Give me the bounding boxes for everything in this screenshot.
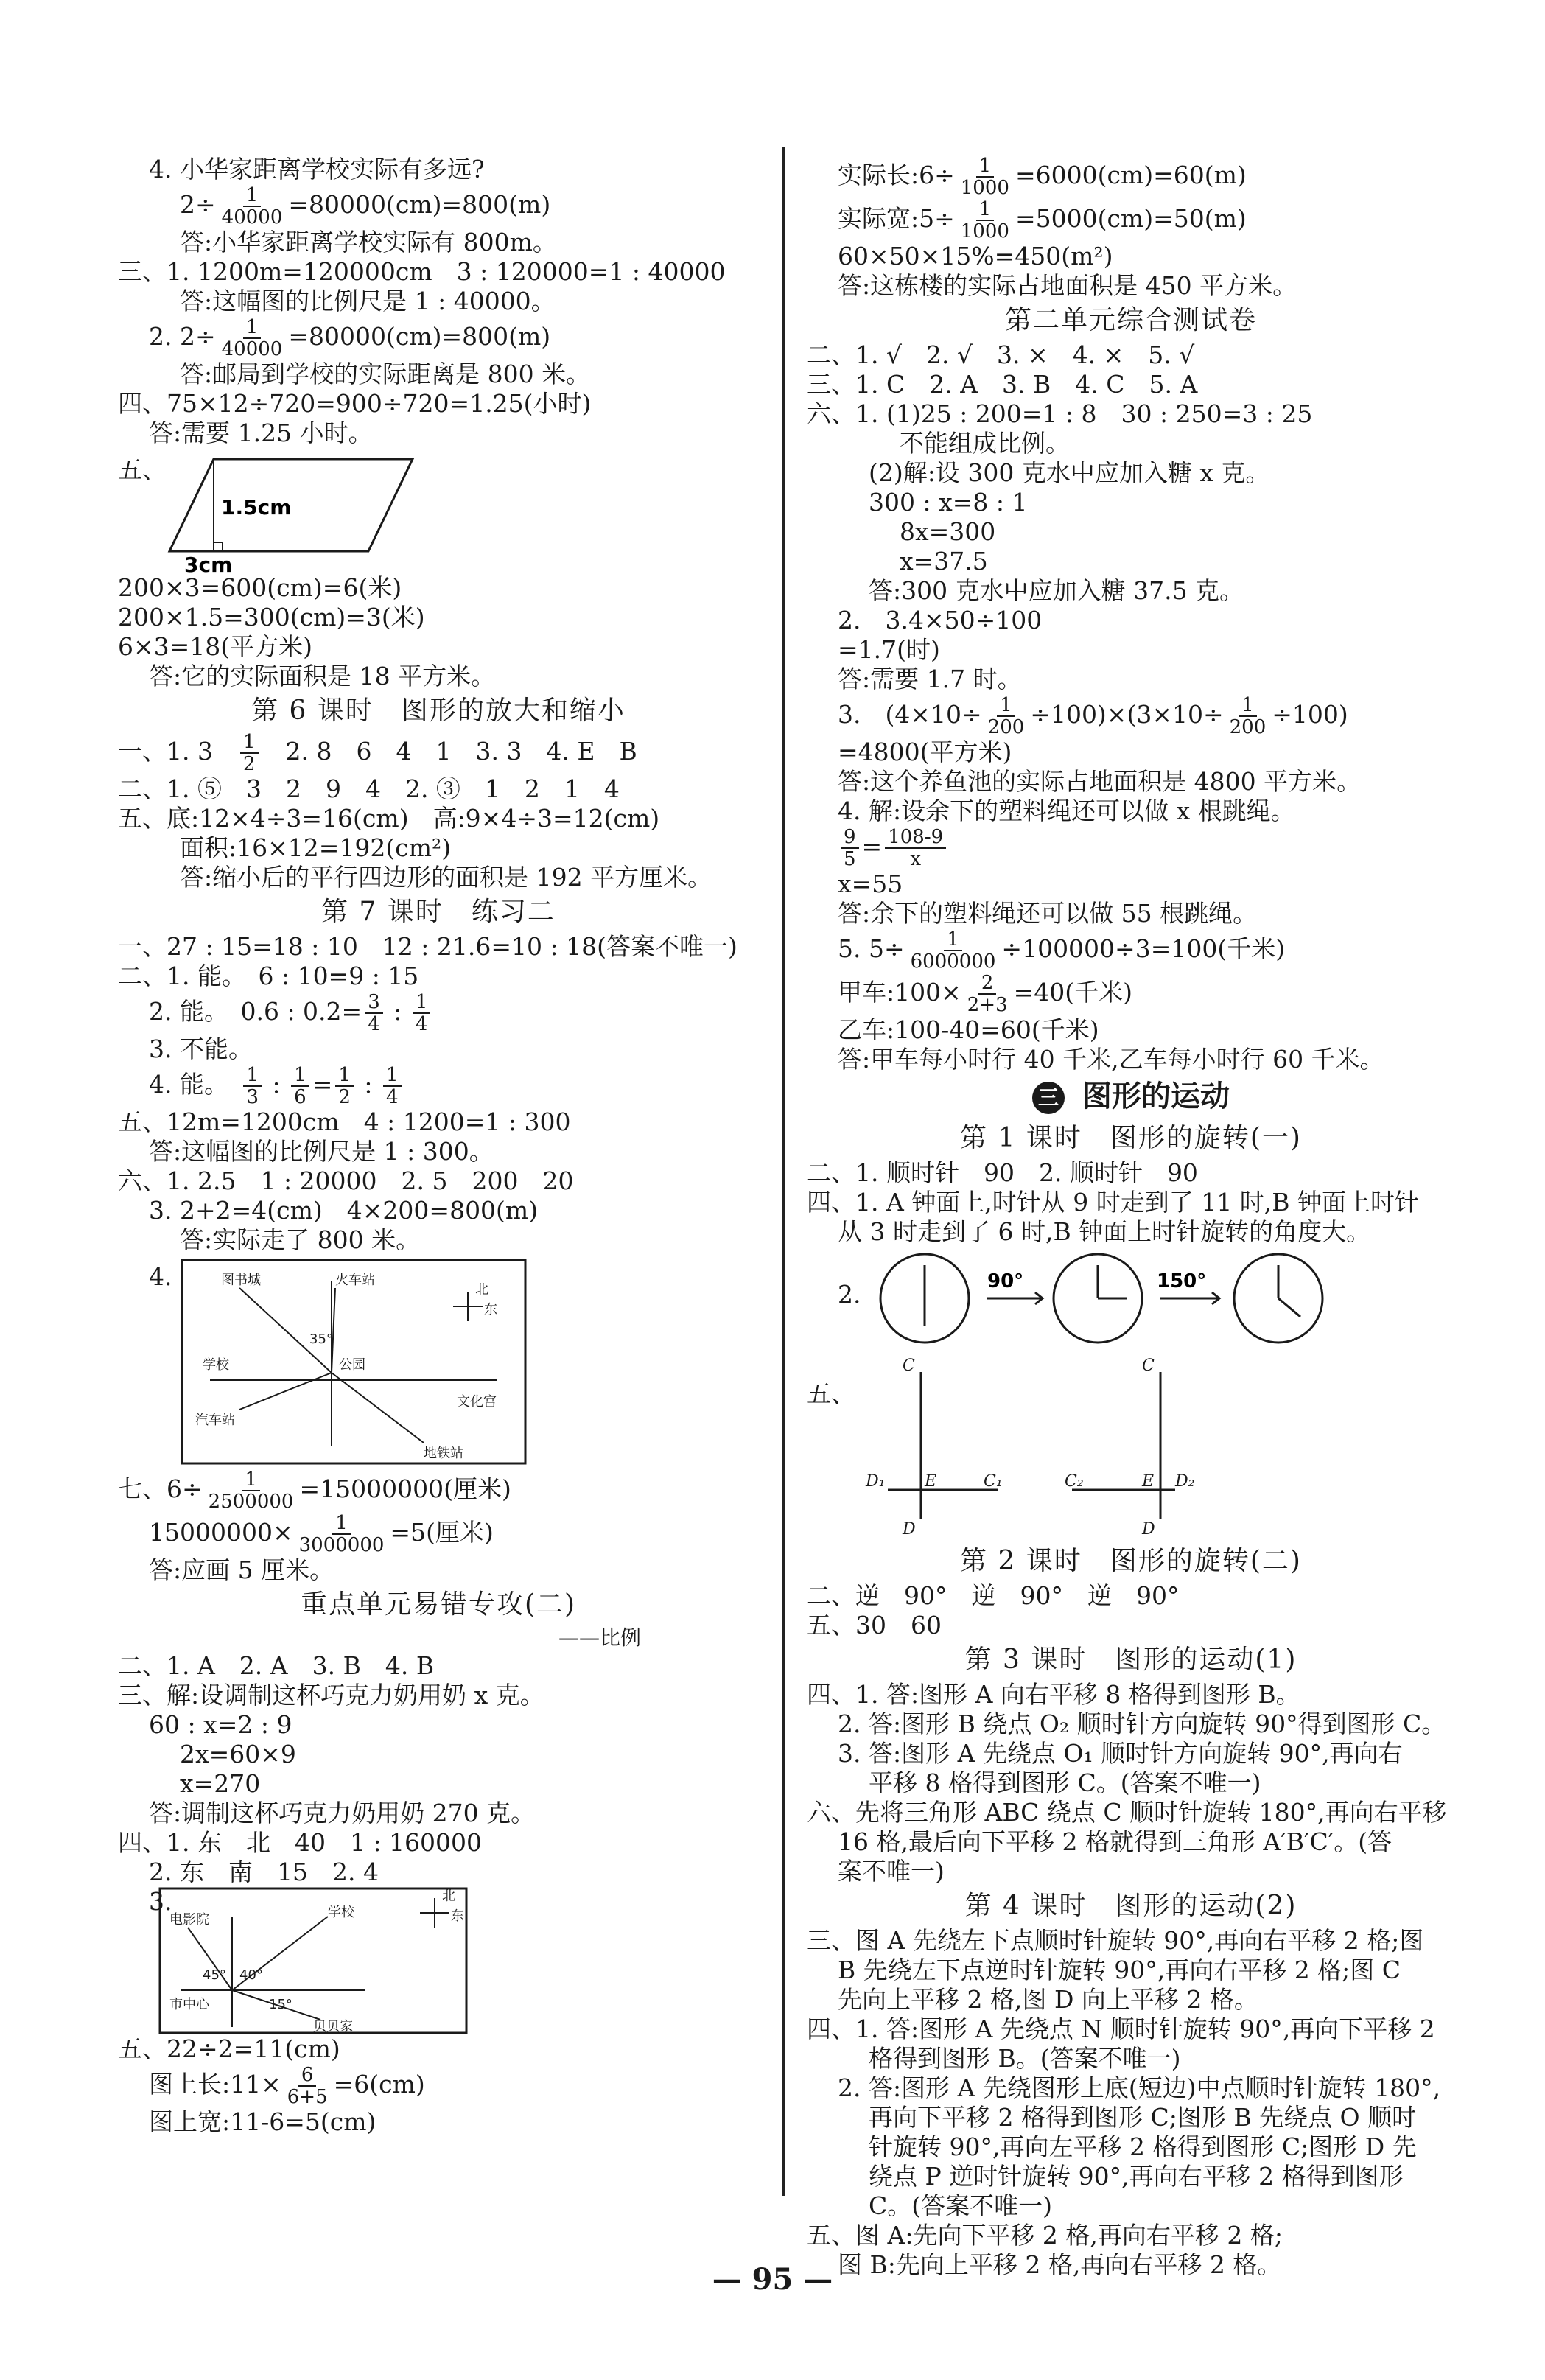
answer-line: 2. 东 南 15 2. 4 [149,1858,379,1886]
answer-line: x=270 [180,1769,261,1798]
fraction: $\frac{1}{4}$ [413,992,431,1035]
section-heading: 第二单元综合测试卷 [1004,305,1257,335]
parallelogram-figure [118,448,759,573]
fraction: $\frac{1}{40000}$ [221,184,283,228]
label-library: 图书城 [221,1273,261,1288]
answer-line: 2. 答:图形 A 先绕图形上底(短边)中点顺时针旋转 180°, [838,2073,1441,2102]
answer-line: 四、1. 东 北 40 1 : 160000 [118,1828,483,1857]
fraction: $\frac{1}{6000000}$ [910,928,996,973]
answer-line: 3. 不能。 [149,1035,253,1063]
fraction: $\frac{1}{6}$ [291,1065,309,1107]
answer-line: 2x=60×9 [180,1740,296,1768]
answer-line: 300 : x=8 : 1 [869,488,1028,517]
question-number: 3. [149,1887,172,1916]
answer-line: 针旋转 90°,再向左平移 2 格得到图形 C;图形 D 先 [869,2132,1417,2161]
fraction: $\frac{1}{200}$ [987,694,1025,738]
question-number: 4. [149,1262,172,1291]
label-cinema: 电影院 [169,1912,209,1928]
answer-line: 六、先将三角形 ABC 绕点 C 顺时针旋转 180°,再向右平移 [807,1798,1447,1827]
answer-line: 2. 能。 0.6 : 0.2= $\frac{3}{4}$ : $\frac{1}{4}$ [118,991,759,1035]
section-heading: 第 4 课时 图形的运动(2) [964,1891,1297,1921]
height-label: 1.5cm [221,495,292,519]
answer-line: C。(答案不唯一) [869,2191,1052,2220]
answer-line: 二、逆 90° 逆 90° 逆 90° [807,1581,1180,1610]
line-to-library [239,1288,332,1373]
label-e-2: E [1142,1472,1155,1491]
fraction: $\frac{1}{200}$ [1229,694,1267,738]
unit-number-badge: 三 [1032,1082,1065,1114]
answer-line: 答:需要 1.7 时。 [838,665,1022,693]
section-heading: 第 7 课时 练习二 [321,897,556,927]
equation-line: 5. 5÷ $\frac{1}{6000000}$ ÷100000÷3=100(千米) [838,928,1286,973]
answer-line: 答:缩小后的平行四边形的面积是 192 平方厘米。 [180,863,712,892]
label-school: 学校 [203,1357,229,1373]
answer-line: 答:这幅图的比例尺是 1 : 300。 [149,1137,494,1166]
map-figure-2 [118,1887,759,2034]
fraction: $\frac{1}{2}$ [335,1065,354,1107]
fraction: $\frac{1}{40000}$ [221,316,283,360]
answer-line: 二、1. √ 2. √ 3. × 4. × 5. √ [807,340,1195,369]
fraction: $\frac{3}{4}$ [365,992,383,1035]
section-heading: 第 1 课时 图形的旋转(一) [960,1123,1302,1153]
answer-line: 2. 3.4×50÷100 [838,606,1043,634]
answer-line: 六、1. (1)25 : 200=1 : 8 30 : 250=3 : 25 [807,399,1313,428]
answer-line: 答:这个养鱼池的实际占地面积是 4800 平方米。 [838,767,1362,796]
answer-line: (2)解:设 300 克水中应加入糖 x 克。 [869,458,1270,487]
rotation-label-90: 90° [987,1270,1024,1292]
section-label: 五、 [118,455,167,484]
answer-line: =4800(平方米) [838,738,1012,766]
label-center: 市中心 [169,1997,209,2012]
answer-line: 2. 答:图形 B 绕点 O₂ 顺时针方向旋转 90°得到图形 C。 [838,1709,1446,1738]
label-d: D [903,1520,916,1539]
equation-line: 15000000× $\frac{1}{3000000}$ =5(厘米) [149,1512,494,1556]
label-bus: 汽车站 [195,1413,235,1428]
label-c2: C₂ [1065,1472,1084,1491]
fraction: $\frac{9}{5}$ [841,827,859,869]
fraction: $\frac{108-9}{x}$ [885,827,946,869]
answer-line: x=55 [838,869,903,898]
section-heading: 第 6 课时 图形的放大和缩小 [251,696,626,726]
fraction: $\frac{1}{2500000}$ [208,1469,294,1513]
column-divider [782,147,785,2196]
answer-line: 60×50×15%=450(m²) [838,242,1113,270]
answer-line: 一、27 : 15=18 : 10 12 : 21.6=10 : 18(答案不唯一) [118,932,738,961]
line-rotation-diagram [851,1350,1264,1541]
page-number: — 95 — [712,2262,833,2297]
label-d2: D₂ [1175,1472,1195,1491]
answer-line: 四、1. A 钟面上,时针从 9 时走到了 11 时,B 钟面上时针 [807,1188,1419,1217]
unit-heading: 三 图形的运动 [807,1074,1455,1119]
fraction: $\frac{1}{2}$ [240,732,259,774]
equation-line: 3. (4×10÷ $\frac{1}{200}$ ÷100)×(3×10÷ $\frac{1}{200}$ ÷100) [838,694,1348,738]
answer-line: 图 B:先向上平移 2 格,再向右平移 2 格。 [838,2250,1282,2279]
answer-line: 二、1. ⑤ 3 2 9 4 2. ③ 1 2 1 4 [118,774,620,803]
label-park: 公园 [339,1357,365,1373]
answer-line: 面积:16×12=192(cm²) [180,833,452,862]
answer-line: 二、1. 顺时针 90 2. 顺时针 90 [807,1158,1198,1187]
label-palace: 文化宫 [457,1394,497,1410]
map-figure-1 [118,1255,759,1469]
section-heading: 重点单元易错专攻(二) [300,1589,577,1620]
label-north: 北 [475,1282,488,1298]
equation-line: $\frac{9}{5}$ = $\frac{108-9}{x}$ [807,826,1455,869]
answer-line: 答:甲车每小时行 40 千米,乙车每小时行 60 千米。 [838,1045,1384,1074]
answer-line: 从 3 时走到了 6 时,B 钟面上时针旋转的角度大。 [838,1217,1371,1246]
answer-line: 答:调制这杯巧克力奶用奶 270 克。 [149,1799,536,1827]
question-text: 4. 小华家距离学校实际有多远? [149,155,485,183]
section-heading: 第 2 课时 图形的旋转(二) [960,1546,1302,1576]
answer-line: 答:邮局到学校的实际距离是 800 米。 [180,360,591,388]
label-d1: D₁ [866,1472,886,1491]
answer-line: 3. 答:图形 A 先绕点 O₁ 顺时针方向旋转 90°,再向右 [838,1739,1403,1768]
answer-line: 16 格,最后向下平移 2 格就得到三角形 A′B′C′。(答 [838,1827,1392,1856]
answer-line: 200×3=600(cm)=6(米) [118,573,402,602]
answer-line: 五、图 A:先向下平移 2 格,再向右平移 2 格; [807,2221,1283,2250]
answer-line: 绕点 P 逆时针旋转 90°,再向右平移 2 格得到图形 [869,2162,1404,2191]
label-angle: 35° [309,1331,333,1347]
label-subway: 地铁站 [424,1446,463,1461]
clock-3-hand-2 [1278,1298,1300,1317]
answer-line: 一、1. 3 $\frac{1}{2}$ 2. 8 6 4 1 3. 3 4. E B [118,731,637,775]
answer-line: B 先绕左下点逆时针旋转 90°,再向右平移 2 格;图 C [838,1956,1401,1984]
label-d-2: D [1142,1520,1155,1539]
answer-line: 四、1. 答:图形 A 先绕点 N 顺时针旋转 90°,再向下平移 2 [807,2015,1435,2043]
right-angle-mark [214,542,223,551]
clock-rotation-diagram [877,1247,1348,1350]
equation-line: 实际宽:5÷ $\frac{1}{1000}$ =5000(cm)=50(m) [838,198,1247,242]
fraction: $\frac{6}{6+5}$ [287,2064,328,2108]
answer-line: =1.7(时) [838,635,940,664]
answer-line: 60 : x=2 : 9 [149,1710,292,1739]
fraction: $\frac{1}{4}$ [383,1065,402,1107]
answer-line: 8x=300 [900,517,996,546]
answer-line: 答:需要 1.25 小时。 [149,419,373,447]
answer-line: 平移 8 格得到图形 C。(答案不唯一) [869,1768,1261,1797]
answer-line: 四、1. 答:图形 A 向右平移 8 格得到图形 B。 [807,1680,1300,1709]
label-angle-15: 15° [269,1997,292,2012]
answer-line: 答:应画 5 厘米。 [149,1555,334,1584]
label-angle-40: 40° [239,1967,263,1983]
equation-line: 七、6÷ $\frac{1}{2500000}$ =15000000(厘米) [118,1469,511,1513]
fraction: $\frac{1}{1000}$ [960,198,1009,242]
answer-line: 先向上平移 2 格,图 D 向上平移 2 格。 [838,1985,1258,2014]
fraction: $\frac{2}{2+3}$ [967,972,1008,1016]
equation-line: 2. 2÷ $\frac{1}{40000}$ =80000(cm)=800(m) [149,316,551,360]
answer-line: 4. 解:设余下的塑料绳还可以做 x 根跳绳。 [838,797,1295,825]
base-label: 3cm [184,553,233,573]
equation-line: 甲车:100× $\frac{2}{2+3}$ =40(千米) [838,972,1133,1016]
answer-line: 三、图 A 先绕左下点顺时针旋转 90°,再向右平移 2 格;图 [807,1926,1424,1955]
label-school: 学校 [328,1905,354,1920]
answer-line: 答:这幅图的比例尺是 1 : 40000。 [180,287,556,315]
answer-line: 6×3=18(平方米) [118,632,313,661]
line-to-bus [239,1373,332,1410]
answer-line: 五、12m=1200cm 4 : 1200=1 : 300 [118,1107,571,1136]
section-subheading: ——比例 [558,1625,641,1650]
answer-line: 五、底:12×4÷3=16(cm) 高:9×4÷3=12(cm) [118,804,660,833]
answer-line: 乙车:100-40=60(千米) [838,1015,1099,1044]
equation-line: 2÷ $\frac{1}{40000}$ =80000(cm)=800(m) [180,184,551,228]
answer-line: 答:小华家距离学校实际有 800m。 [180,228,557,256]
answer-line: 五、30 60 [807,1611,942,1639]
answer-line: 三、解:设调制这杯巧克力奶用奶 x 克。 [118,1681,544,1709]
answer-line: 三、1. 1200m=120000cm 3 : 120000=1 : 40000 [118,257,726,286]
answer-line: 二、1. 能。 6 : 10=9 : 15 [118,962,419,990]
label-home: 贝贝家 [313,2019,353,2034]
answer-line: x=37.5 [900,547,988,575]
label-e: E [925,1472,937,1491]
answer-line: 格得到图形 B。(答案不唯一) [869,2044,1181,2073]
fraction: $\frac{1}{1000}$ [960,155,1009,199]
left-column [118,155,759,2137]
location-map-1 [181,1259,527,1465]
parallelogram-diagram [140,448,449,573]
label-c-2: C [1142,1357,1155,1375]
answer-line: 200×1.5=300(cm)=3(米) [118,603,425,631]
answer-line: 答:实际走了 800 米。 [180,1225,421,1254]
answer-line: 四、75×12÷720=900÷720=1.25(小时) [118,389,592,418]
answer-line: 答:余下的塑料绳还可以做 55 根跳绳。 [838,899,1258,928]
section-label: 五、 [807,1379,855,1408]
line-to-subway [332,1373,424,1443]
answer-line: 3. 2+2=4(cm) 4×200=800(m) [149,1196,539,1225]
right-column [807,155,1455,2280]
answer-line: 答:300 克水中应加入糖 37.5 克。 [869,576,1244,605]
answer-line: 答:它的实际面积是 18 平方米。 [149,662,496,690]
label-c1: C₁ [984,1472,1003,1491]
label-c: C [903,1357,915,1375]
answer-line: 二、1. A 2. A 3. B 4. B [118,1651,435,1680]
label-east: 东 [451,1908,464,1924]
label-train: 火车站 [335,1273,375,1288]
section-heading: 第 3 课时 图形的运动(1) [964,1645,1297,1675]
label-north: 北 [442,1889,455,1904]
answer-line: 五、22÷2=11(cm) [118,2034,340,2063]
fraction: $\frac{1}{3000000}$ [298,1512,385,1556]
answer-line: 六、1. 2.5 1 : 20000 2. 5 200 20 [118,1166,574,1195]
answer-line: 图上宽:11-6=5(cm) [149,2107,376,2136]
answer-line: 再向下平移 2 格得到图形 C;图形 B 先绕点 O 顺时 [869,2103,1417,2132]
rotation-label-150: 150° [1157,1270,1207,1292]
label-east: 东 [484,1302,497,1317]
equation-line: 图上长:11× $\frac{6}{6+5}$ =6(cm) [149,2064,425,2108]
clocks-figure [807,1247,1455,1350]
answer-line: 案不唯一) [838,1857,945,1886]
label-angle-45: 45° [203,1967,226,1983]
answer-line: 三、1. C 2. A 3. B 4. C 5. A [807,370,1198,399]
question-number: 2. [838,1280,861,1309]
location-map-2 [158,1887,468,2034]
equation-line: 实际长:6÷ $\frac{1}{1000}$ =6000(cm)=60(m) [838,155,1247,199]
answer-line: 答:这栋楼的实际占地面积是 450 平方米。 [838,271,1297,300]
rotation-figure [807,1350,1455,1541]
answer-line: 不能组成比例。 [900,429,1070,458]
answer-line: 4. 能。 $\frac{1}{3}$ : $\frac{1}{6}$ = $\frac{1}{2}$ : $\frac{1}{4}$ [118,1064,759,1107]
fraction: $\frac{1}{3}$ [243,1065,262,1107]
